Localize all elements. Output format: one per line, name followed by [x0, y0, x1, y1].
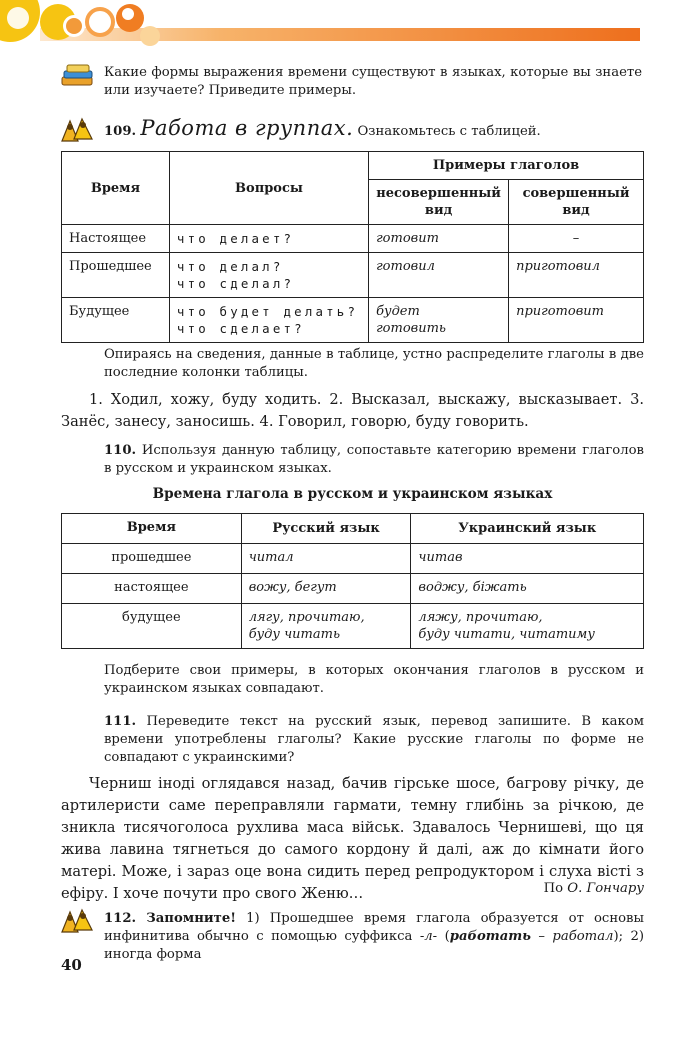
cell-russian: вожу, бегут: [241, 574, 411, 604]
intro-question: Какие формы выражения времени существуют в языках, которые вы знаете или изучаете? Приведите примеры.: [104, 65, 642, 98]
ex110-text: 110. Используя данную таблицу, сопоставьте категорию времени глаголов в русском и украинском языках.: [104, 443, 644, 476]
cell-ukrainian: ляжу, прочитаю, буду читати, читатиму: [411, 604, 644, 649]
cell-question: что будет делать? что сделает?: [169, 298, 368, 343]
cell-imperfective: готовил: [369, 253, 509, 298]
ex111-text: 111. Переведите текст на русский язык, перевод запишите. В каком времени употреблены глаголы? Какие русские глаголы по форме не совпадают с украинскими?: [104, 714, 644, 765]
tense-table: [61, 151, 644, 343]
ex109-number: 109.: [104, 124, 137, 139]
ex111-attribution: По О. Гончару: [543, 881, 644, 896]
col-examples: Примеры глаголов: [369, 152, 644, 180]
ex109-after: Опираясь на сведения, данные в таблице, устно распределите глаголы в две последние колонки таблицы.: [104, 347, 644, 380]
book-icon: [60, 63, 96, 89]
ex110-table-title: Времена глагола в русском и украинском языках: [152, 486, 553, 502]
table-row: [62, 225, 644, 253]
ex110-number: 110.: [104, 443, 137, 458]
ex112-text: 112. Запомните! 1) Прошедшее время глагола образуется от основы инфинитива обычно с помощью суффикса -л- (работать – работал); 2) иногда форма: [104, 911, 644, 962]
col-russian: Русский язык: [241, 514, 411, 544]
col-perfective: совершенный вид: [509, 180, 644, 225]
cell-time: прошедшее: [62, 544, 242, 574]
table-row: [62, 544, 644, 574]
ex112-number: 112.: [104, 911, 137, 926]
ex109-instruction: Ознакомьтесь с таблицей.: [357, 124, 541, 139]
group-work-icon: [58, 906, 98, 936]
header-decoration: [0, 0, 700, 56]
cell-perfective: приготовил: [509, 253, 644, 298]
table-row: [62, 298, 644, 343]
ex109-handwritten: Работа в группах.: [140, 116, 354, 140]
cell-ukrainian: воджу, біжать: [411, 574, 644, 604]
cell-time: Будущее: [62, 298, 170, 343]
cell-ukrainian: читав: [411, 544, 644, 574]
ex110-after: Подберите свои примеры, в которых окончания глаголов в русском и украинском языках совпадают.: [104, 663, 644, 696]
comparison-table: [61, 513, 644, 649]
cell-imperfective: будет готовить: [369, 298, 509, 343]
cell-time: Прошедшее: [62, 253, 170, 298]
col-questions: Вопросы: [169, 152, 368, 225]
ex112-label: Запомните!: [146, 911, 236, 926]
cell-perfective: –: [509, 225, 644, 253]
col-time: Время: [62, 152, 170, 225]
ex111-passage: Черниш іноді оглядався назад, бачив гірське шосе, багрову річку, де артилеристи саме переправляли гармати, темну глибінь за річкою, де зникла тисячоголоса рухлива маса військ. Здавалось Чернишеві, що ця жива лавина тягнеться до самого кордону й далі, аж до кімнати його матері. Може, і зараз оце вона сидить перед репродуктором і слуха вісті з ефіру. І хоче почути про свого Женю…: [61, 775, 644, 902]
ex109-verbs: 1. Ходил, хожу, буду ходить. 2. Высказал, выскажу, высказывает. 3. Занёс, занесу, заносишь. 4. Говорил, говорю, буду говорить.: [61, 391, 644, 430]
col-ukrainian: Украинский язык: [411, 514, 644, 544]
page-number: 40: [61, 956, 82, 974]
table-row: [62, 253, 644, 298]
ex111-number: 111.: [104, 714, 137, 729]
cell-russian: лягу, прочитаю, буду читать: [241, 604, 411, 649]
table-row: [62, 604, 644, 649]
cell-time: Настоящее: [62, 225, 170, 253]
table-row: [62, 574, 644, 604]
col-imperfective: несовершенный вид: [369, 180, 509, 225]
cell-imperfective: готовит: [369, 225, 509, 253]
cell-perfective: приготовит: [509, 298, 644, 343]
cell-question: что делает?: [169, 225, 368, 253]
cell-time: настоящее: [62, 574, 242, 604]
ex109-heading: [104, 116, 644, 144]
cell-russian: читал: [241, 544, 411, 574]
cell-time: будущее: [62, 604, 242, 649]
cell-question: что делал? что сделал?: [169, 253, 368, 298]
col-time: Время: [62, 514, 242, 544]
group-work-icon: [58, 115, 98, 145]
